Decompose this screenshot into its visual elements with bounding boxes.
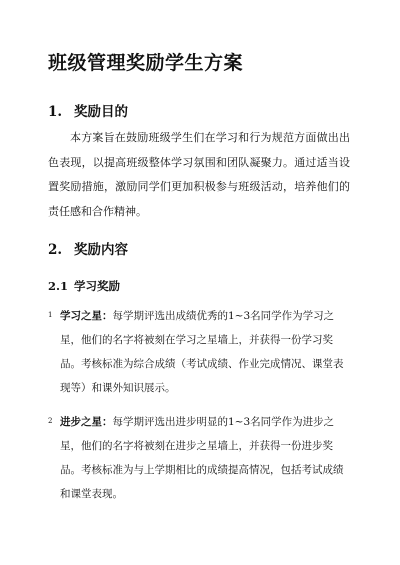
document-title: 班级管理奖励学生方案 — [48, 52, 244, 74]
section-heading-text: 奖励目的 — [74, 104, 128, 120]
list-item-text: 每学期评选出进步明显的1~3名同学作为进步之星，他们的名字将被刻在进步之星墙上，并获得一份进步奖品。考核标准为与上学期相比的成绩提高情况，包括考试成绩和课堂表现。 — [60, 416, 344, 500]
list-bullet-number: 1 — [48, 311, 53, 319]
section-heading-2 — [48, 238, 128, 258]
list-item — [48, 410, 352, 506]
subsection-heading-text: 学习奖励 — [74, 279, 120, 293]
list-item — [48, 304, 352, 400]
list-item-text: 每学期评选出成绩优秀的1~3名同学作为学习之星，他们的名字将被刻在学习之星墙上，并获得一份学习奖品。考核标准为综合成绩（考试成绩、作业完成情况、课堂表现等）和课外知识展示。 — [60, 310, 344, 394]
section-heading-1 — [48, 100, 128, 120]
subsection-number: 2.1 — [48, 279, 69, 293]
section-number: 2. — [48, 242, 63, 258]
section-heading-text: 奖励内容 — [74, 242, 128, 258]
section-number: 1. — [48, 104, 63, 120]
list-bullet-number: 2 — [48, 417, 53, 425]
section-paragraph: 本方案旨在鼓励班级学生们在学习和行为规范方面做出出色表现，以提高班级整体学习氛围和团队凝聚力。通过适当设置奖励措施，激励同学们更加积极参与班级活动，培养他们的责任感和合作精神。 — [48, 131, 350, 218]
list-item-lead: 学习之星： — [60, 310, 113, 322]
list-item-lead: 进步之星： — [60, 416, 113, 428]
subsection-heading — [48, 278, 120, 294]
